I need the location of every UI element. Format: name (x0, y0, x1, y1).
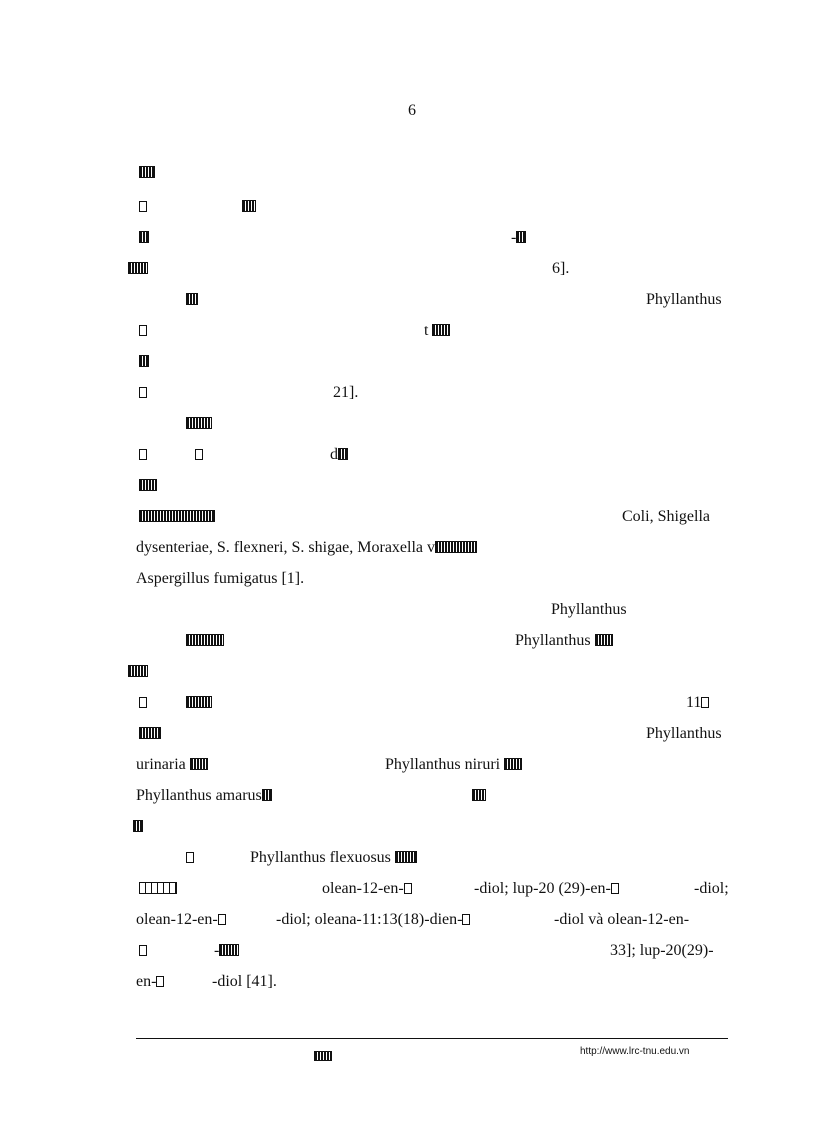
garbled-glyph (139, 476, 157, 496)
garbled-glyph (139, 352, 149, 372)
garbled-glyph (186, 693, 212, 713)
text-fragment: Phyllanthus (646, 725, 722, 742)
text-fragment: olean-12-en- (136, 910, 227, 930)
garbled-glyph (139, 228, 149, 248)
garbled-glyph (139, 197, 148, 217)
text-fragment: Phyllanthus niruri (385, 755, 522, 775)
text-fragment: 33]; lup-20(29)- (610, 942, 714, 959)
text-fragment: t (424, 321, 450, 341)
text-line: dysenteriae, S. flexneri, S. shigae, Moraxella v (136, 538, 477, 558)
page-number: 6 (408, 102, 416, 119)
text-fragment: 6]. (552, 260, 570, 277)
text-fragment: d (330, 445, 348, 465)
footer-url[interactable]: http://www.lrc-tnu.edu.vn (580, 1046, 690, 1057)
text-fragment: urinaria (136, 755, 208, 775)
text-fragment: - (511, 228, 526, 248)
text-line: Aspergillus fumigatus [1]. (136, 570, 305, 587)
text-fragment: Phyllanthus flexuosus (250, 848, 417, 868)
garbled-glyph (139, 507, 215, 527)
garbled-glyph (139, 879, 177, 899)
text-fragment: Phyllanthus amarus (136, 786, 272, 806)
garbled-glyph (139, 163, 155, 183)
garbled-glyph (186, 290, 198, 310)
garbled-glyph (242, 197, 256, 217)
text-fragment: -diol; (694, 880, 729, 897)
text-fragment: -diol; lup-20 (29)-en- (474, 879, 620, 899)
text-fragment: Coli, Shigella (622, 508, 710, 525)
garbled-glyph (139, 941, 148, 961)
text-fragment: 11 (686, 693, 710, 713)
garbled-glyph (139, 321, 148, 341)
text-fragment: -diol và olean-12-en- (554, 911, 690, 928)
garbled-glyph (186, 631, 224, 651)
text-fragment: olean-12-en- (322, 879, 413, 899)
garbled-glyph (128, 662, 148, 682)
garbled-glyph (139, 383, 148, 403)
text-fragment: - (214, 941, 239, 961)
garbled-glyph (195, 445, 204, 465)
text-fragment: -diol; oleana-11:13(18)-dien- (276, 910, 471, 930)
text-fragment: 21]. (333, 384, 359, 401)
garbled-glyph (139, 693, 148, 713)
text-fragment: Phyllanthus (515, 631, 613, 651)
garbled-glyph (186, 414, 212, 434)
footer-rule (136, 1038, 728, 1039)
text-fragment: Phyllanthus (646, 291, 722, 308)
garbled-glyph (128, 259, 148, 279)
text-fragment: Phyllanthus (551, 601, 627, 618)
garbled-glyph (139, 724, 161, 744)
footer-garbled-glyph (314, 1046, 332, 1066)
garbled-glyph (139, 445, 148, 465)
garbled-glyph (133, 817, 143, 837)
garbled-glyph (472, 786, 486, 806)
text-fragment: -diol [41]. (212, 973, 277, 990)
garbled-glyph (186, 848, 195, 868)
text-fragment: en- (136, 972, 165, 992)
